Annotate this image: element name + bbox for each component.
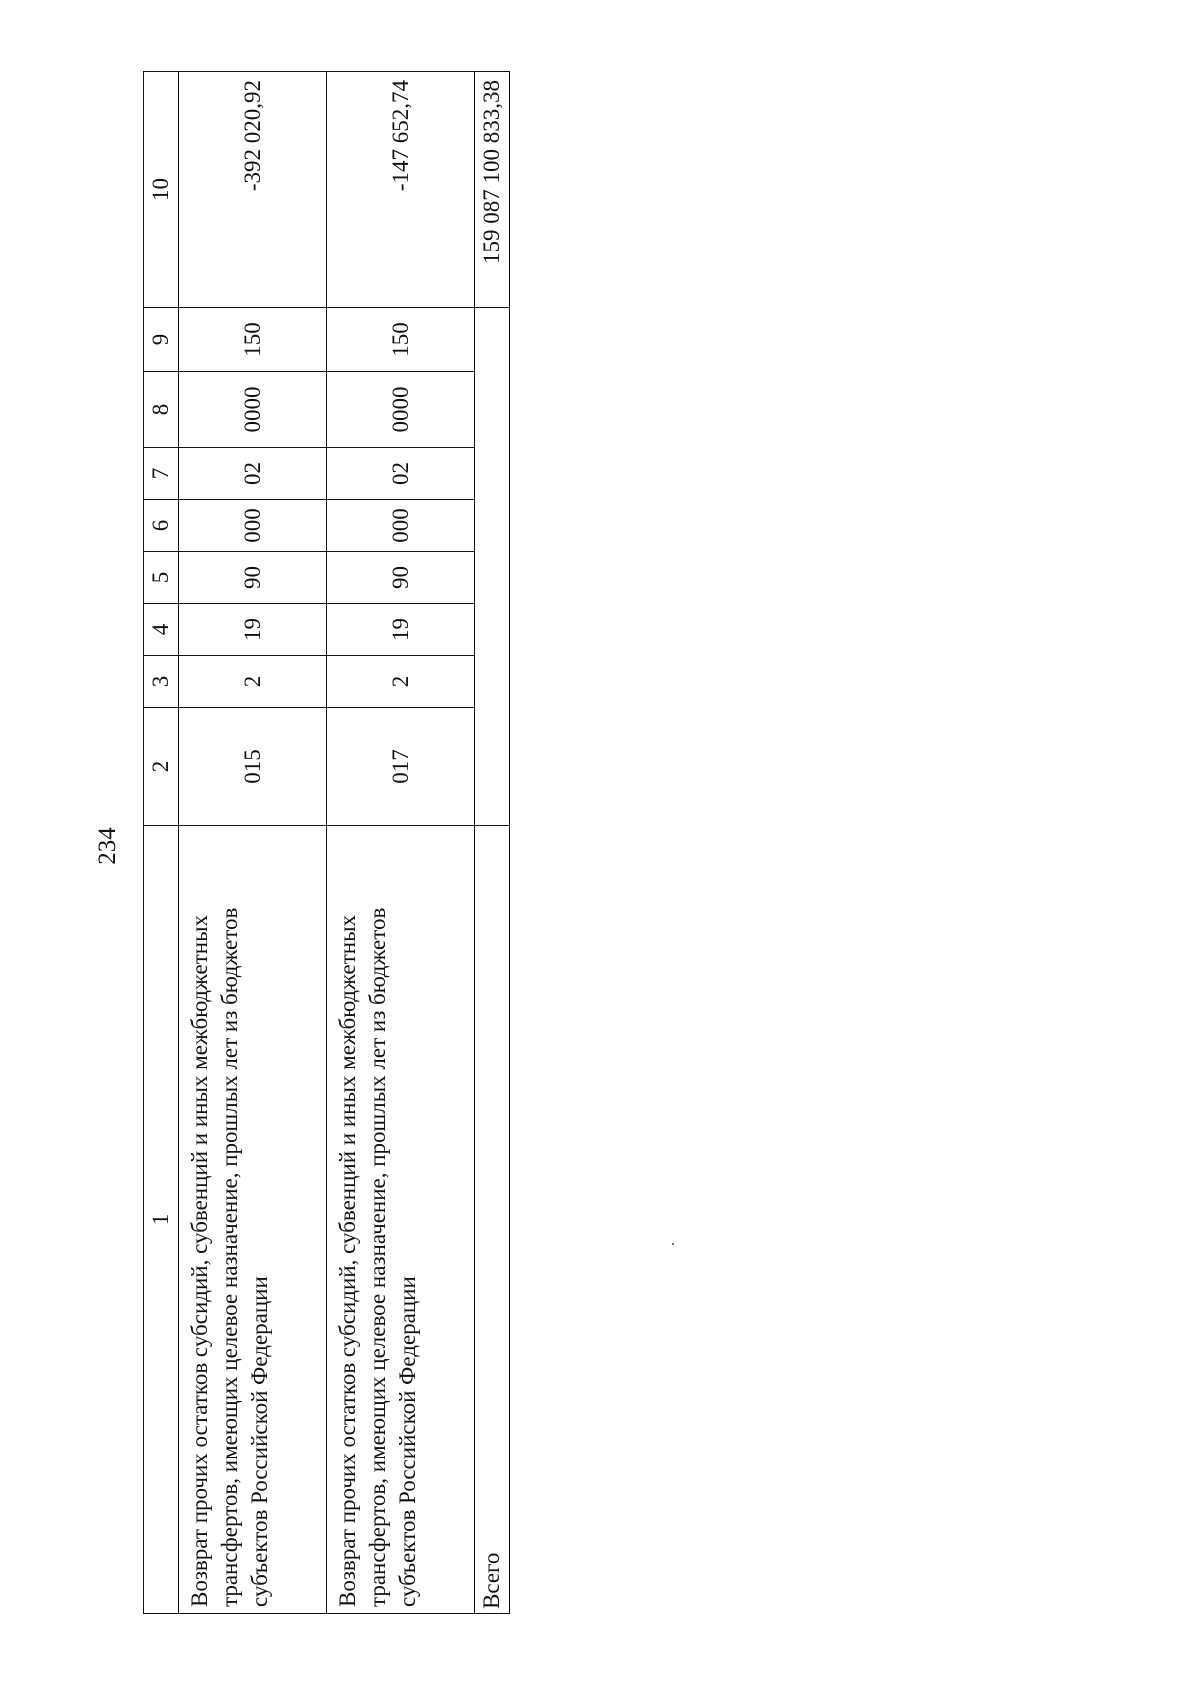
scan-speck	[672, 1243, 674, 1245]
amount-cell: -392 020,92	[179, 72, 327, 308]
total-label: Всего	[475, 826, 510, 1614]
header-cell: 2	[144, 708, 179, 826]
header-cell: 9	[144, 308, 179, 372]
code-cell: 0000	[179, 372, 327, 448]
row-name-cell: Возврат прочих остатков субсидий, субвенций и иных межбюджетных трансфертов, имеющих целевое назначение, прошлых лет из бюджетов субъектов Российской Федерации	[179, 826, 327, 1614]
table-row	[327, 72, 475, 1614]
page-number: 234	[94, 827, 121, 865]
header-cell: 1	[144, 826, 179, 1614]
header-cell: 6	[144, 500, 179, 552]
header-cell: 8	[144, 372, 179, 448]
code-cell: 000	[179, 500, 327, 552]
code-cell: 150	[327, 308, 475, 372]
table-header-row	[144, 72, 179, 1614]
amount-cell: -147 652,74	[327, 72, 475, 308]
code-cell: 90	[179, 552, 327, 604]
table-row	[179, 72, 327, 1614]
code-cell: 02	[327, 448, 475, 500]
code-cell: 02	[179, 448, 327, 500]
code-cell: 19	[179, 604, 327, 656]
budget-table	[143, 71, 510, 1614]
header-cell: 7	[144, 448, 179, 500]
code-cell: 2	[179, 656, 327, 708]
code-cell: 015	[179, 708, 327, 826]
code-cell: 0000	[327, 372, 475, 448]
header-cell: 4	[144, 604, 179, 656]
code-cell: 90	[327, 552, 475, 604]
code-cell: 017	[327, 708, 475, 826]
code-cell: 19	[327, 604, 475, 656]
total-amount: 159 087 100 833,38	[475, 72, 510, 308]
total-row	[475, 72, 510, 1614]
header-cell: 5	[144, 552, 179, 604]
code-cell: 000	[327, 500, 475, 552]
code-cell: 2	[327, 656, 475, 708]
header-cell: 10	[144, 72, 179, 308]
total-blank-cell	[475, 308, 510, 826]
header-cell: 3	[144, 656, 179, 708]
row-name-cell: Возврат прочих остатков субсидий, субвенций и иных межбюджетных трансфертов, имеющих целевое назначение, прошлых лет из бюджетов субъектов Российской Федерации	[327, 826, 475, 1614]
code-cell: 150	[179, 308, 327, 372]
